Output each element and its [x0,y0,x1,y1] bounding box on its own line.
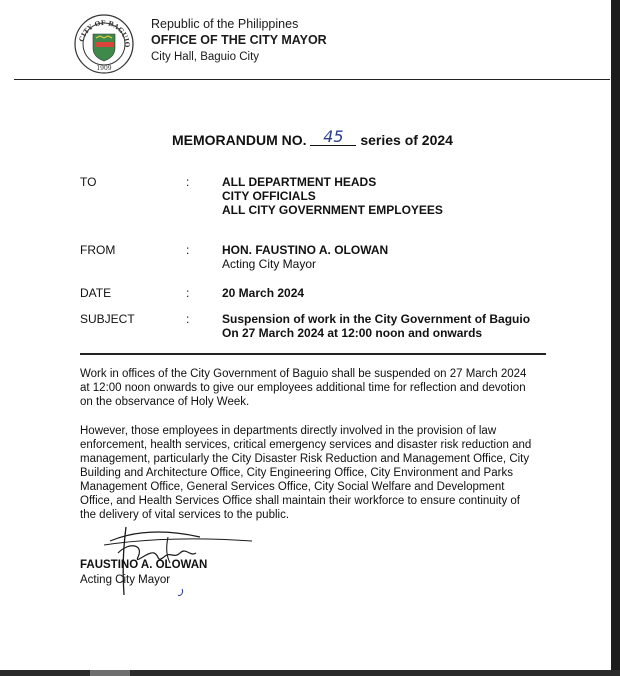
to-label: TO [80,175,97,189]
memo-number: 45 [310,129,356,146]
from-title: Acting City Mayor [222,257,317,271]
paragraph-line: Work in offices of the City Government of Baguio shall be suspended on 27 March 2024 [80,368,527,380]
scroll-thumb[interactable] [90,670,130,676]
date-label: DATE [80,286,112,300]
to-colon: : [186,175,190,189]
paragraph-line: Office, and Health Services Office shall maintain their workforce to ensure continuity of [80,495,520,507]
memo-title-suffix: series of 2024 [360,132,453,148]
subject-label: SUBJECT [80,312,135,326]
recipient-line: ALL CITY GOVERNMENT EMPLOYEES [222,203,443,217]
paragraph-line: Building and Architecture Office, City Engineering Office, City Environment and Parks [80,467,513,479]
svg-text:CITY OF BAGUIO: CITY OF BAGUIO [77,18,132,48]
paragraph-line: the delivery of vital services to the public. [80,509,290,521]
city-seal-logo [74,14,134,74]
memo-title-prefix: MEMORANDUM NO. [172,132,307,148]
recipient-line: ALL DEPARTMENT HEADS [222,175,377,189]
viewer-bottom-bar [0,670,620,676]
republic-line: Republic of the Philippines [151,17,299,31]
recipient-line: CITY OFFICIALS [222,189,316,203]
date-colon: : [186,286,190,300]
svg-text:1909: 1909 [96,65,112,72]
signatory-name: FAUSTINO A. OLOWAN [80,559,208,571]
from-value [222,243,388,271]
paragraph-line: However, those employees in departments directly involved in the provision of law [80,425,497,437]
signatory-title: Acting City Mayor [80,574,171,586]
subject-value [222,312,530,340]
office-line: OFFICE OF THE CITY MAYOR [151,33,327,47]
paragraph-line: on the observance of Holy Week. [80,396,250,408]
to-recipients [222,175,443,217]
from-name: HON. FAUSTINO A. OLOWAN [222,243,389,257]
date-value: 20 March 2024 [222,286,305,300]
letterhead [151,16,327,66]
subject-colon: : [186,312,190,326]
memo-title [172,127,453,149]
address-line: City Hall, Baguio City [151,51,260,63]
subject-divider [80,353,546,355]
paragraph-line: at 12:00 noon onwards to give our employees additional time for reflection and devotion [80,382,526,394]
paragraph-line: enforcement, health services, critical emergency services and disaster risk reduction and [80,439,532,451]
paragraph-line: management, particularly the City Disaster Risk Reduction and Management Office, City [80,453,530,465]
body-paragraph-1 [80,367,545,409]
subject-line-1: Suspension of work in the City Government of Baguio [222,312,531,326]
subject-line-2: On 27 March 2024 at 12:00 noon and onwards [222,326,483,340]
from-colon: : [186,243,190,257]
body-paragraph-2 [80,424,545,522]
paragraph-line: Management Office, General Services Office, City Social Welfare and Development [80,481,505,493]
from-label: FROM [80,243,116,257]
header-divider [14,79,610,80]
